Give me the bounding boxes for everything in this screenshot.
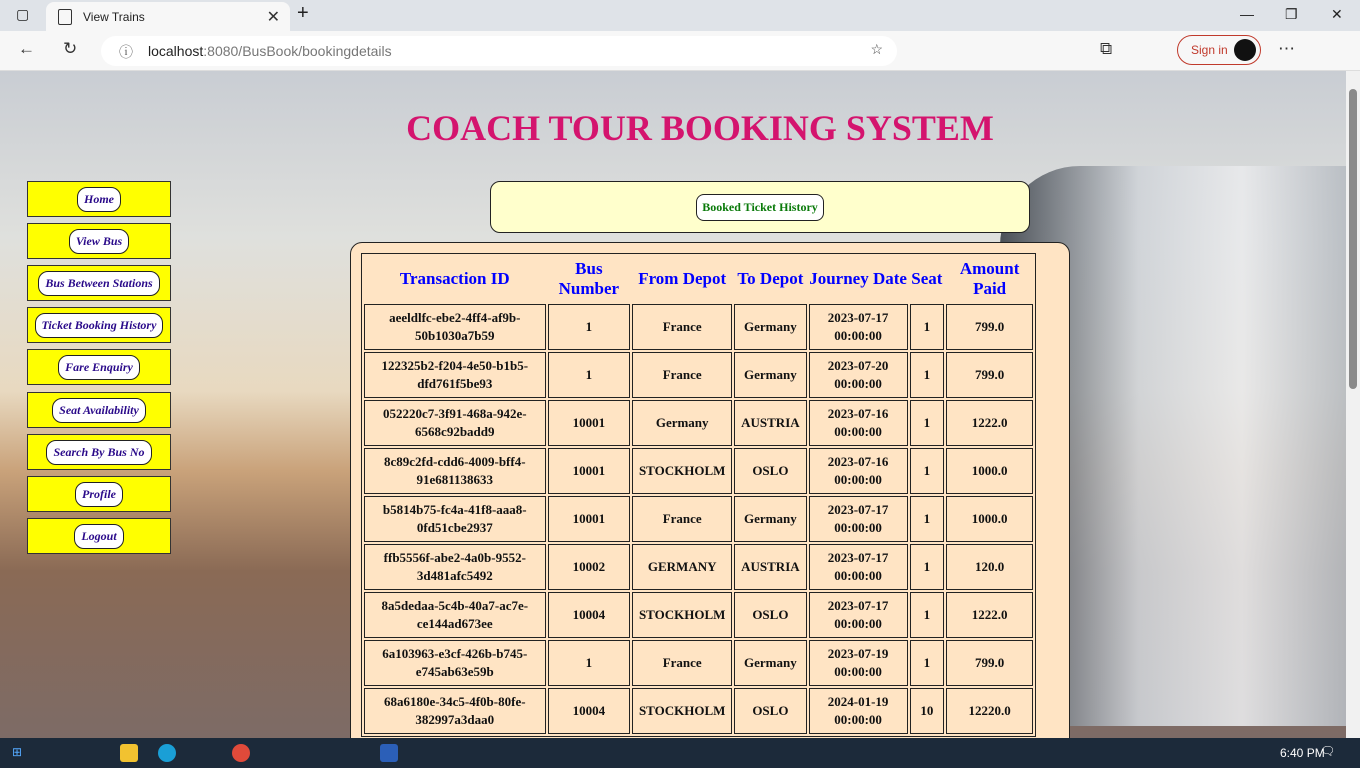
table-cell: 2023-07-19 00:00:00 (809, 640, 908, 686)
table-cell: AUSTRIA (734, 544, 806, 590)
tab-view-trains[interactable] (46, 2, 290, 31)
table-cell: 2023-07-17 00:00:00 (809, 544, 908, 590)
avatar (1234, 39, 1256, 61)
column-header: Journey Date (809, 269, 907, 288)
column-header: From Depot (638, 269, 727, 288)
table-cell: 12220.0 (946, 688, 1033, 734)
table-cell: 10004 (548, 592, 631, 638)
close-tab-icon[interactable]: ✕ (266, 8, 280, 26)
table-cell: Germany (734, 304, 806, 350)
column-header: To Depot (737, 269, 804, 288)
table-cell: 10004 (548, 688, 631, 734)
table-cell: 2023-07-17 00:00:00 (809, 496, 908, 542)
table-row (364, 592, 1033, 638)
table-cell: 10 (910, 688, 945, 734)
page-icon (58, 9, 72, 25)
sidebar-item-label: View Bus (69, 229, 129, 254)
clock[interactable]: 6:40 PM (1280, 746, 1325, 760)
scrollbar-thumb[interactable] (1349, 89, 1357, 389)
table-row (364, 352, 1033, 398)
restore-icon[interactable]: ❐ (1285, 6, 1298, 22)
header-box (490, 181, 1030, 233)
booking-table-container (350, 242, 1070, 738)
table-cell: 799.0 (946, 304, 1033, 350)
sidebar-item-fare-enquiry[interactable] (27, 349, 171, 385)
table-cell: France (632, 304, 732, 350)
table-cell: Germany (734, 640, 806, 686)
booked-ticket-history-button[interactable]: Booked Ticket History (696, 194, 824, 221)
table-cell: STOCKHOLM (632, 688, 732, 734)
table-cell: OSLO (734, 592, 806, 638)
column-header: Seat (911, 269, 943, 288)
sidebar-item-bus-between-stations[interactable] (27, 265, 171, 301)
sidebar-item-logout[interactable] (27, 518, 171, 554)
table-cell: 2023-07-17 00:00:00 (809, 592, 908, 638)
collections-icon[interactable]: ⧉ (1100, 39, 1113, 58)
table-cell: 799.0 (946, 640, 1033, 686)
table-cell: aeeldlfc-ebe2-4ff4-af9b-50b1030a7b59 (364, 304, 546, 350)
more-icon[interactable]: ⋯ (1278, 39, 1295, 58)
address-bar-row (0, 31, 1360, 71)
info-icon: ⓘ (119, 44, 133, 60)
sidebar-item-seat-availability[interactable] (27, 392, 171, 428)
favorite-icon[interactable]: ☆ (870, 41, 883, 57)
edge-icon[interactable] (158, 744, 176, 762)
table-cell: 2023-07-16 00:00:00 (809, 448, 908, 494)
sidebar-item-ticket-booking-history[interactable] (27, 307, 171, 343)
start-icon[interactable]: ⊞ (12, 745, 23, 759)
column-header: Amount Paid (959, 259, 1020, 298)
table-cell: GERMANY (632, 544, 732, 590)
sidebar-item-label: Fare Enquiry (58, 355, 140, 380)
table-cell: France (632, 496, 732, 542)
table-cell: 10001 (548, 400, 631, 446)
url-host: localhost (148, 43, 204, 59)
page-content (0, 71, 1346, 738)
table-row (364, 688, 1033, 734)
table-cell: 1 (548, 352, 631, 398)
tab-actions-icon[interactable]: ▢ (16, 6, 30, 22)
sign-in-button[interactable] (1177, 35, 1261, 65)
page-title: COACH TOUR BOOKING SYSTEM (406, 108, 994, 148)
sidebar-item-profile[interactable] (27, 476, 171, 512)
sidebar-item-label: Profile (75, 482, 123, 507)
table-cell: STOCKHOLM (632, 592, 732, 638)
table-cell: 1222.0 (946, 400, 1033, 446)
table-cell: 122325b2-f204-4e50-b1b5-dfd761f5be93 (364, 352, 546, 398)
column-header: Bus Number (558, 259, 620, 298)
table-cell: 68a6180e-34c5-4f0b-80fe-382997a3daa0 (364, 688, 546, 734)
sidebar-item-home[interactable] (27, 181, 171, 217)
table-cell: Germany (734, 496, 806, 542)
table-cell: 1 (910, 400, 945, 446)
table-cell: 1 (910, 304, 945, 350)
table-cell: France (632, 640, 732, 686)
tab-title: View Trains (83, 9, 145, 24)
table-row (364, 400, 1033, 446)
table-cell: AUSTRIA (734, 400, 806, 446)
table-cell: ffb5556f-abe2-4a0b-9552-3d481afc5492 (364, 544, 546, 590)
taskbar (0, 738, 1360, 768)
table-row (364, 304, 1033, 350)
minimize-icon[interactable]: — (1240, 6, 1254, 22)
back-icon[interactable]: ← (18, 39, 35, 58)
table-cell: 1 (910, 544, 945, 590)
url-input[interactable] (101, 36, 897, 66)
table-cell: Germany (632, 400, 732, 446)
url-path: :8080/BusBook/bookingdetails (203, 43, 392, 59)
table-cell: OSLO (734, 448, 806, 494)
table-cell: 052220c7-3f91-468a-942e-6568c92badd9 (364, 400, 546, 446)
table-cell: 8c89c2fd-cdd6-4009-bff4-91e681138633 (364, 448, 546, 494)
tab-bar (0, 0, 1360, 31)
table-cell: 1 (910, 352, 945, 398)
table-cell: 1000.0 (946, 448, 1033, 494)
table-cell: 1000.0 (946, 496, 1033, 542)
sidebar-item-label: Seat Availability (52, 398, 146, 423)
sidebar-item-label: Bus Between Stations (38, 271, 159, 296)
table-cell: STOCKHOLM (632, 448, 732, 494)
chrome-icon[interactable] (232, 744, 250, 762)
table-cell: 2023-07-16 00:00:00 (809, 400, 908, 446)
table-cell: 1 (910, 496, 945, 542)
table-cell: 2024-01-19 00:00:00 (809, 688, 908, 734)
table-cell: 10001 (548, 496, 631, 542)
table-cell: 10001 (548, 448, 631, 494)
sidebar-item-view-bus[interactable] (27, 223, 171, 259)
table-cell: b5814b75-fc4a-41f8-aaa8-0fd51cbe2937 (364, 496, 546, 542)
file-explorer-icon[interactable] (120, 744, 138, 762)
new-tab-icon[interactable]: + (297, 2, 309, 24)
sidebar-item-label: Search By Bus No (46, 440, 151, 465)
table-cell: 8a5dedaa-5c4b-40a7-ac7e-ce144ad673ee (364, 592, 546, 638)
table-cell: 1 (910, 640, 945, 686)
table-cell: France (632, 352, 732, 398)
table-cell: 1 (548, 640, 631, 686)
table-row (364, 496, 1033, 542)
refresh-icon[interactable]: ↻ (63, 39, 78, 58)
table-cell: 799.0 (946, 352, 1033, 398)
close-window-icon[interactable]: ✕ (1331, 6, 1343, 22)
table-row (364, 448, 1033, 494)
sidebar-item-search-by-bus-no[interactable] (27, 434, 171, 470)
sign-in-label: Sign in (1191, 43, 1228, 57)
sidebar-item-label: Home (77, 187, 121, 212)
scrollbar[interactable] (1346, 71, 1360, 738)
table-cell: 120.0 (946, 544, 1033, 590)
notifications-icon[interactable]: 🗨 (1320, 744, 1336, 758)
table-cell: 1 (910, 592, 945, 638)
sidebar-item-label: Ticket Booking History (35, 313, 164, 338)
table-row (364, 544, 1033, 590)
sidebar-item-label: Logout (74, 524, 123, 549)
table-header-row (364, 256, 1033, 302)
table-cell: 1 (548, 304, 631, 350)
table-cell: 1222.0 (946, 592, 1033, 638)
table-cell: Germany (734, 352, 806, 398)
word-icon[interactable] (380, 744, 398, 762)
booking-table (361, 253, 1036, 737)
table-cell: OSLO (734, 688, 806, 734)
table-cell: 10002 (548, 544, 631, 590)
table-cell: 1 (910, 448, 945, 494)
table-cell: 2023-07-17 00:00:00 (809, 304, 908, 350)
table-cell: 2023-07-20 00:00:00 (809, 352, 908, 398)
column-header: Transaction ID (399, 269, 510, 288)
table-cell: 6a103963-e3cf-426b-b745-e745ab63e59b (364, 640, 546, 686)
table-row (364, 640, 1033, 686)
